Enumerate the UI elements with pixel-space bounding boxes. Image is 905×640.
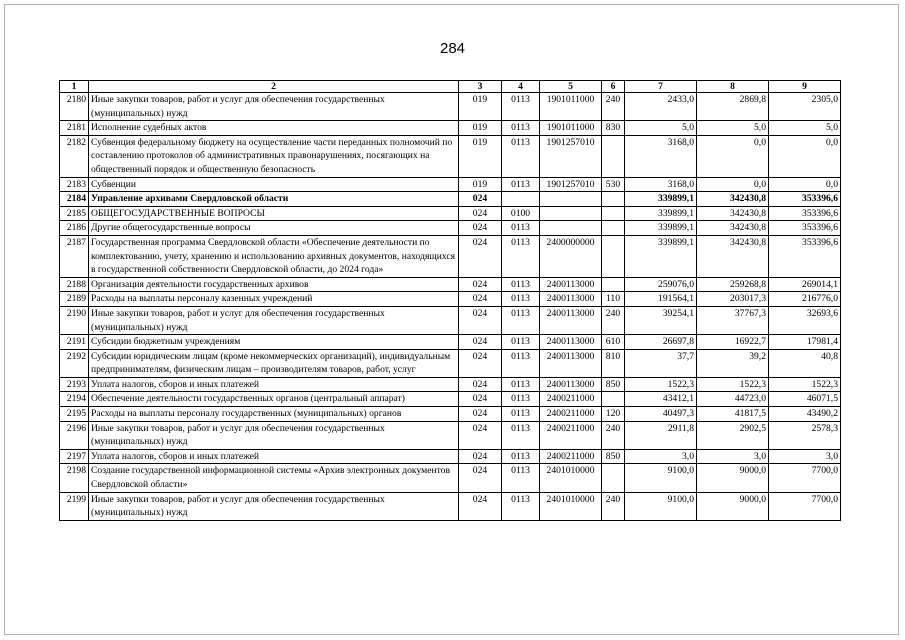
row-code-4: 0113: [502, 377, 540, 392]
row-code-3: 024: [459, 221, 502, 236]
row-code-5: 2400113000: [540, 335, 602, 350]
row-value-8: 0,0: [697, 135, 769, 177]
col-header-7: 7: [625, 81, 697, 93]
row-code-4: 0113: [502, 349, 540, 377]
row-code-5: 2401010000: [540, 492, 602, 520]
row-value-7: 9100,0: [625, 464, 697, 492]
row-number: 2195: [60, 407, 89, 422]
row-value-8: 3,0: [697, 449, 769, 464]
row-code-4: 0113: [502, 292, 540, 307]
row-value-9: 353396,6: [769, 206, 841, 221]
row-value-7: 37,7: [625, 349, 697, 377]
row-code-4: 0113: [502, 335, 540, 350]
col-header-2: 2: [89, 81, 459, 93]
table-row: [60, 449, 841, 464]
row-value-7: 43412,1: [625, 392, 697, 407]
row-value-9: 353396,6: [769, 221, 841, 236]
row-code-3: 024: [459, 306, 502, 334]
row-value-9: 43490,2: [769, 407, 841, 422]
row-name: Организация деятельности государственных архивов: [89, 277, 459, 292]
table-row: [60, 421, 841, 449]
row-value-8: 342430,8: [697, 192, 769, 207]
row-code-4: 0113: [502, 421, 540, 449]
row-name: Субсидии юридическим лицам (кроме некоммерческих организаций), индивидуальным предпринимателям, физическим лицам – производителям товаров, работ, услуг: [89, 349, 459, 377]
row-code-6: 240: [602, 492, 625, 520]
row-code-4: 0113: [502, 492, 540, 520]
table-row: [60, 235, 841, 277]
row-value-8: 16922,7: [697, 335, 769, 350]
row-code-3: 024: [459, 292, 502, 307]
row-code-3: 024: [459, 192, 502, 207]
row-code-3: 019: [459, 177, 502, 192]
row-value-7: 3168,0: [625, 135, 697, 177]
row-code-5: 1901257010: [540, 135, 602, 177]
row-code-6: 120: [602, 407, 625, 422]
row-number: 2191: [60, 335, 89, 350]
row-value-8: 41817,5: [697, 407, 769, 422]
row-value-8: 9000,0: [697, 464, 769, 492]
table-row: [60, 177, 841, 192]
row-number: 2188: [60, 277, 89, 292]
row-code-3: 024: [459, 449, 502, 464]
table-row: [60, 277, 841, 292]
row-value-7: 2911,8: [625, 421, 697, 449]
row-code-6: 240: [602, 306, 625, 334]
row-number: 2196: [60, 421, 89, 449]
row-value-9: 2578,3: [769, 421, 841, 449]
row-code-5: 1901011000: [540, 121, 602, 136]
row-value-8: 203017,3: [697, 292, 769, 307]
row-code-5: 1901011000: [540, 93, 602, 121]
row-code-3: 019: [459, 121, 502, 136]
row-code-3: 024: [459, 377, 502, 392]
row-code-5: 2400113000: [540, 292, 602, 307]
row-number: 2198: [60, 464, 89, 492]
table-row: [60, 464, 841, 492]
row-value-7: 339899,1: [625, 235, 697, 277]
row-number: 2185: [60, 206, 89, 221]
row-name: Создание государственной информационной системы «Архив электронных документов Свердловской области»: [89, 464, 459, 492]
row-code-5: 2400113000: [540, 349, 602, 377]
table-row: [60, 392, 841, 407]
table-body: [60, 93, 841, 521]
row-name: Уплата налогов, сборов и иных платежей: [89, 377, 459, 392]
row-value-7: 259076,0: [625, 277, 697, 292]
row-code-3: 019: [459, 93, 502, 121]
row-value-7: 3168,0: [625, 177, 697, 192]
table-row: [60, 292, 841, 307]
row-name: Управление архивами Свердловской области: [89, 192, 459, 207]
row-number: 2180: [60, 93, 89, 121]
row-name: ОБЩЕГОСУДАРСТВЕННЫЕ ВОПРОСЫ: [89, 206, 459, 221]
row-value-7: 2433,0: [625, 93, 697, 121]
row-value-9: 40,8: [769, 349, 841, 377]
table-row: [60, 335, 841, 350]
row-name: Исполнение судебных актов: [89, 121, 459, 136]
row-code-6: 240: [602, 421, 625, 449]
row-value-7: 339899,1: [625, 221, 697, 236]
row-code-3: 024: [459, 206, 502, 221]
col-header-6: 6: [602, 81, 625, 93]
row-name: Субвенции: [89, 177, 459, 192]
table-row: [60, 206, 841, 221]
row-code-4: 0113: [502, 235, 540, 277]
row-number: 2186: [60, 221, 89, 236]
row-code-3: 024: [459, 421, 502, 449]
row-code-6: [602, 277, 625, 292]
row-value-9: 216776,0: [769, 292, 841, 307]
row-number: 2182: [60, 135, 89, 177]
row-name: Иные закупки товаров, работ и услуг для обеспечения государственных (муниципальных) нужд: [89, 421, 459, 449]
row-code-4: 0113: [502, 93, 540, 121]
row-code-3: 024: [459, 349, 502, 377]
row-number: 2194: [60, 392, 89, 407]
table-row: [60, 407, 841, 422]
row-code-4: 0113: [502, 135, 540, 177]
row-code-5: 2400000000: [540, 235, 602, 277]
row-number: 2189: [60, 292, 89, 307]
row-code-5: [540, 221, 602, 236]
row-value-7: 9100,0: [625, 492, 697, 520]
row-name: Обеспечение деятельности государственных органов (центральный аппарат): [89, 392, 459, 407]
table-row: [60, 377, 841, 392]
row-name: Расходы на выплаты персоналу казенных учреждений: [89, 292, 459, 307]
row-code-4: 0113: [502, 277, 540, 292]
row-value-9: 353396,6: [769, 192, 841, 207]
row-code-4: 0113: [502, 392, 540, 407]
row-code-4: 0100: [502, 206, 540, 221]
row-code-6: [602, 235, 625, 277]
row-code-6: 110: [602, 292, 625, 307]
row-code-4: 0113: [502, 177, 540, 192]
row-code-3: 024: [459, 235, 502, 277]
table-row: [60, 492, 841, 520]
col-header-8: 8: [697, 81, 769, 93]
row-code-6: 830: [602, 121, 625, 136]
row-code-6: [602, 221, 625, 236]
table-row: [60, 192, 841, 207]
row-value-9: 7700,0: [769, 464, 841, 492]
row-value-9: 17981,4: [769, 335, 841, 350]
row-name: Иные закупки товаров, работ и услуг для обеспечения государственных (муниципальных) нужд: [89, 93, 459, 121]
row-name: Уплата налогов, сборов и иных платежей: [89, 449, 459, 464]
row-code-6: 850: [602, 377, 625, 392]
row-number: 2197: [60, 449, 89, 464]
row-name: Иные закупки товаров, работ и услуг для обеспечения государственных (муниципальных) нужд: [89, 306, 459, 334]
row-code-4: 0113: [502, 464, 540, 492]
row-name: Иные закупки товаров, работ и услуг для обеспечения государственных (муниципальных) нужд: [89, 492, 459, 520]
row-code-3: 019: [459, 135, 502, 177]
row-code-6: 530: [602, 177, 625, 192]
row-value-7: 339899,1: [625, 206, 697, 221]
row-number: 2193: [60, 377, 89, 392]
row-code-6: [602, 192, 625, 207]
row-code-5: 2400211000: [540, 449, 602, 464]
row-code-5: 2400211000: [540, 392, 602, 407]
table-row: [60, 349, 841, 377]
row-number: 2181: [60, 121, 89, 136]
row-code-3: 024: [459, 277, 502, 292]
row-code-6: [602, 464, 625, 492]
row-value-7: 1522,3: [625, 377, 697, 392]
row-value-8: 5,0: [697, 121, 769, 136]
row-code-5: 2400211000: [540, 407, 602, 422]
table-row: [60, 93, 841, 121]
row-code-5: [540, 192, 602, 207]
row-code-4: 0113: [502, 306, 540, 334]
row-value-8: 259268,8: [697, 277, 769, 292]
row-value-7: 5,0: [625, 121, 697, 136]
row-value-9: 269014,1: [769, 277, 841, 292]
row-number: 2190: [60, 306, 89, 334]
row-value-8: 37767,3: [697, 306, 769, 334]
row-code-3: 024: [459, 464, 502, 492]
row-code-6: 810: [602, 349, 625, 377]
row-value-9: 7700,0: [769, 492, 841, 520]
row-value-7: 39254,1: [625, 306, 697, 334]
table-row: [60, 121, 841, 136]
col-header-9: 9: [769, 81, 841, 93]
row-value-9: 5,0: [769, 121, 841, 136]
row-value-9: 32693,6: [769, 306, 841, 334]
row-code-4: 0113: [502, 121, 540, 136]
row-code-4: [502, 192, 540, 207]
row-code-6: [602, 392, 625, 407]
row-value-8: 0,0: [697, 177, 769, 192]
budget-table: [59, 80, 841, 521]
row-code-3: 024: [459, 335, 502, 350]
row-value-9: 0,0: [769, 135, 841, 177]
row-code-6: 610: [602, 335, 625, 350]
row-code-4: 0113: [502, 407, 540, 422]
row-value-8: 342430,8: [697, 206, 769, 221]
row-code-5: 2400113000: [540, 306, 602, 334]
row-value-7: 191564,1: [625, 292, 697, 307]
row-number: 2183: [60, 177, 89, 192]
row-value-7: 40497,3: [625, 407, 697, 422]
row-value-8: 1522,3: [697, 377, 769, 392]
row-code-5: 2401010000: [540, 464, 602, 492]
row-value-7: 339899,1: [625, 192, 697, 207]
row-value-8: 2869,8: [697, 93, 769, 121]
row-name: Субвенция федеральному бюджету на осуществление части переданных полномочий по составлению протоколов об административных правонарушениях, посягающих на общественный порядок и общественную безопасность: [89, 135, 459, 177]
row-number: 2199: [60, 492, 89, 520]
table-row: [60, 306, 841, 334]
header-row: [60, 81, 841, 93]
row-value-8: 9000,0: [697, 492, 769, 520]
col-header-1: 1: [60, 81, 89, 93]
row-code-5: 2400113000: [540, 377, 602, 392]
row-number: 2187: [60, 235, 89, 277]
row-code-3: 024: [459, 407, 502, 422]
row-name: Другие общегосударственные вопросы: [89, 221, 459, 236]
col-header-4: 4: [502, 81, 540, 93]
row-code-5: 2400211000: [540, 421, 602, 449]
row-value-7: 26697,8: [625, 335, 697, 350]
row-value-9: 353396,6: [769, 235, 841, 277]
row-number: 2192: [60, 349, 89, 377]
row-code-5: [540, 206, 602, 221]
row-value-9: 0,0: [769, 177, 841, 192]
row-name: Расходы на выплаты персоналу государственных (муниципальных) органов: [89, 407, 459, 422]
row-code-5: 1901257010: [540, 177, 602, 192]
row-code-3: 024: [459, 492, 502, 520]
row-value-7: 3,0: [625, 449, 697, 464]
row-value-8: 39,2: [697, 349, 769, 377]
col-header-5: 5: [540, 81, 602, 93]
row-value-8: 342430,8: [697, 235, 769, 277]
col-header-3: 3: [459, 81, 502, 93]
row-code-4: 0113: [502, 449, 540, 464]
row-code-6: 850: [602, 449, 625, 464]
row-code-3: 024: [459, 392, 502, 407]
row-code-4: 0113: [502, 221, 540, 236]
row-value-8: 2902,5: [697, 421, 769, 449]
row-value-8: 44723,0: [697, 392, 769, 407]
row-name: Государственная программа Свердловской области «Обеспечение деятельности по комплектованию, учету, хранению и использованию архивных документов, находящихся в государственной собственности Свердловской области, до 2024 года»: [89, 235, 459, 277]
row-value-9: 2305,0: [769, 93, 841, 121]
row-code-6: [602, 206, 625, 221]
row-value-9: 46071,5: [769, 392, 841, 407]
row-name: Субсидии бюджетным учреждениям: [89, 335, 459, 350]
row-value-8: 342430,8: [697, 221, 769, 236]
table-row: [60, 135, 841, 177]
page-number: 284: [439, 40, 466, 57]
row-value-9: 3,0: [769, 449, 841, 464]
row-number: 2184: [60, 192, 89, 207]
row-code-6: [602, 135, 625, 177]
row-code-6: 240: [602, 93, 625, 121]
row-value-9: 1522,3: [769, 377, 841, 392]
row-code-5: 2400113000: [540, 277, 602, 292]
table-row: [60, 221, 841, 236]
